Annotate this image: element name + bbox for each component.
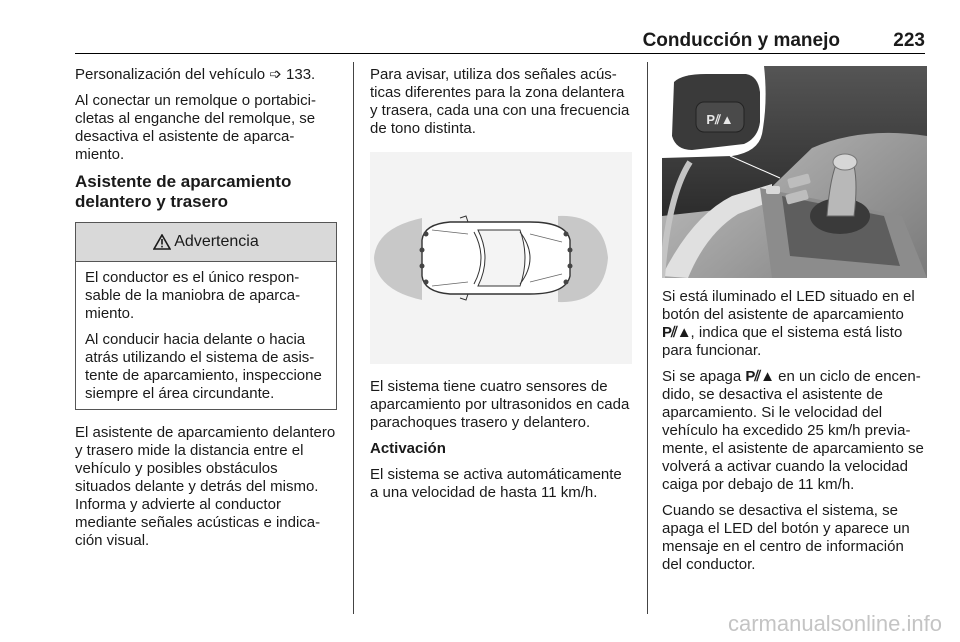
- warning-box: [75, 222, 337, 410]
- watermark: carmanualsonline.info: [727, 611, 942, 636]
- warning-paragraph-2: Al conducir hacia delante o hacia atrás utilizando el sistema de asistente de aparcamiento, inspeccione siempre el área circundante.: [85, 331, 322, 402]
- paragraph-description: El asistente de aparcamiento delantero y trasero mide la distancia entre el vehículo y posibles obstáculos situados delante y detrás del mismo. Informa y advierte al conductor mediante señales acústicas e indicación visual.: [75, 424, 336, 549]
- led-text-b: , indica que el sistema está listo para funcionar.: [662, 324, 903, 359]
- paragraph-led: [662, 288, 927, 360]
- page-header: [75, 26, 925, 54]
- front-zone: [374, 218, 422, 300]
- paragraph-sensors: El sistema tiene cuatro sensores de aparcamiento por ultrasonidos en cada parachoques trasero y delantero.: [370, 378, 630, 431]
- warning-body: [76, 262, 336, 409]
- column-divider-2: [647, 62, 648, 614]
- column-1: [75, 66, 337, 558]
- section-heading: Asistente de aparcamiento delantero y trasero: [75, 172, 292, 211]
- paragraph-activation: El sistema se activa automáticamente a una velocidad de hasta 11 km/h.: [370, 466, 622, 501]
- paragraph-trailer: Al conectar un remolque o portabicicletas al enganche del remolque, se desactiva el asistente de aparcamiento.: [75, 92, 316, 163]
- car-sensor-illustration: [370, 152, 632, 364]
- page-number: 223: [893, 30, 925, 51]
- deact-text-b: en un ciclo de encendido, se desactiva el asistente de aparcamiento. Si le velocidad del vehículo ha excedido 25 km/h previamente, el asistente de aparcamiento se volverá a activar cuando la velocidad caiga por debajo de 11 km/h.: [662, 368, 924, 493]
- cockpit-photo: [662, 66, 927, 278]
- warning-triangle-icon: [153, 234, 171, 250]
- car-top-view: [422, 216, 570, 300]
- paragraph-deactivation: [662, 368, 927, 494]
- car-sensor-diagram: [370, 152, 632, 364]
- button-label: P⫽▲: [706, 112, 734, 127]
- deact-text-a: Si se apaga: [662, 368, 742, 385]
- paragraph-message: Cuando se desactiva el sistema, se apaga el LED del botón y aparece un mensaje en el centro de información del conductor.: [662, 502, 910, 573]
- paragraph-acoustic: Para avisar, utiliza dos señales acústicas diferentes para la zona delantera y trasera, cada una con una frecuencia de tono distinta.: [370, 66, 630, 137]
- column-3: [662, 66, 927, 582]
- section-title: Conducción y manejo: [642, 30, 840, 51]
- column-2: [370, 66, 632, 510]
- parking-button-symbol: P⫽▲: [662, 324, 691, 341]
- paragraph-personalization: Personalización del vehículo ➩ 133.: [75, 66, 316, 83]
- parking-button-symbol-2: P⫽▲: [745, 368, 774, 385]
- warning-header: [76, 223, 336, 262]
- column-divider-1: [353, 62, 354, 614]
- warning-paragraph-1: El conductor es el único responsable de la maniobra de aparcamiento.: [85, 269, 301, 322]
- subheading-activation: Activación: [370, 440, 446, 457]
- led-text-a: Si está iluminado el LED situado en el botón del asistente de aparcamiento: [662, 288, 915, 323]
- warning-title: Advertencia: [174, 233, 259, 250]
- center-console-illustration: [662, 66, 927, 278]
